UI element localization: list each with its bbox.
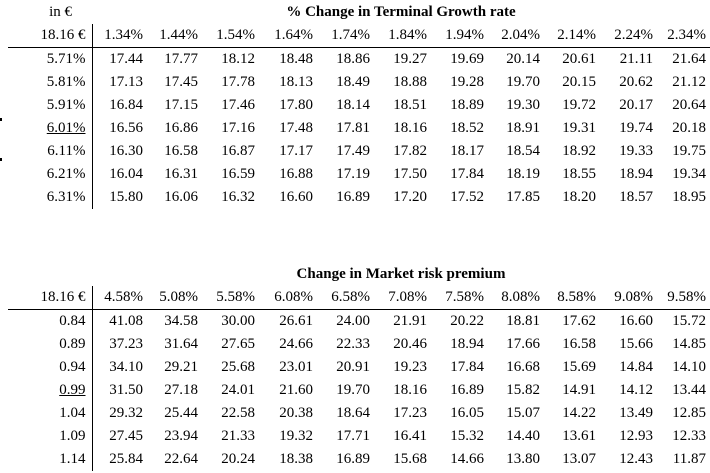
value-cell: 15.07 xyxy=(506,405,540,421)
value-cell: 19.70 xyxy=(506,74,540,90)
table-row xyxy=(8,425,710,448)
value-cell: 23.94 xyxy=(164,428,198,444)
table-row xyxy=(8,379,710,402)
column-header: 2.24% xyxy=(600,24,657,48)
value-cell: 17.45 xyxy=(164,74,198,90)
value-cell: 41.08 xyxy=(109,313,143,329)
value-cell: 16.84 xyxy=(109,97,143,113)
value-cell: 17.82 xyxy=(393,143,427,159)
value-cell: 25.84 xyxy=(109,451,143,467)
value-cell: 21.64 xyxy=(672,51,706,67)
column-header: 5.58% xyxy=(202,286,259,310)
value-cell: 19.31 xyxy=(562,120,596,136)
value-cell: 11.87 xyxy=(672,451,706,467)
value-cell: 12.33 xyxy=(672,428,706,444)
value-cell: 19.70 xyxy=(336,382,370,398)
value-cell: 18.57 xyxy=(619,189,653,205)
value-cell: 17.71 xyxy=(336,428,370,444)
column-header: 6.58% xyxy=(317,286,374,310)
value-cell: 14.85 xyxy=(672,336,706,352)
column-header: 9.58% xyxy=(657,286,710,310)
value-cell: 17.62 xyxy=(562,313,596,329)
row-header xyxy=(8,71,92,94)
value-cell: 16.04 xyxy=(109,166,143,182)
value-cell: 20.38 xyxy=(279,405,313,421)
value-cell: 18.94 xyxy=(450,336,484,352)
value-cell: 14.84 xyxy=(619,359,653,375)
value-cell: 13.49 xyxy=(619,405,653,421)
value-cell: 17.84 xyxy=(450,359,484,375)
value-cell: 16.88 xyxy=(279,166,313,182)
value-cell: 17.15 xyxy=(164,97,198,113)
value-cell: 12.43 xyxy=(619,451,653,467)
value-cell: 27.45 xyxy=(109,428,143,444)
value-cell: 16.89 xyxy=(336,451,370,467)
value-cell: 21.60 xyxy=(279,382,313,398)
value-cell: 17.44 xyxy=(109,51,143,67)
table-row xyxy=(8,163,710,186)
value-cell: 20.24 xyxy=(221,451,255,467)
value-cell: 14.12 xyxy=(619,382,653,398)
row-header xyxy=(8,356,92,379)
value-cell: 16.60 xyxy=(279,189,313,205)
column-header: 1.84% xyxy=(374,24,431,48)
value-cell: 18.49 xyxy=(336,74,370,90)
row-header xyxy=(8,48,92,72)
value-cell: 15.68 xyxy=(393,451,427,467)
table-row xyxy=(8,71,710,94)
value-cell: 19.32 xyxy=(279,428,313,444)
row-header-label: 6.21% xyxy=(46,166,86,182)
column-header: 1.64% xyxy=(259,24,317,48)
value-cell: 17.78 xyxy=(221,74,255,90)
value-cell: 17.49 xyxy=(336,143,370,159)
unit-label: in € xyxy=(49,4,72,20)
value-cell: 37.23 xyxy=(109,336,143,352)
table-title: Change in Market risk premium xyxy=(296,266,506,282)
value-cell: 17.50 xyxy=(393,166,427,182)
row-header xyxy=(8,140,92,163)
row-header-label: 5.81% xyxy=(46,74,86,90)
value-cell: 19.28 xyxy=(450,74,484,90)
value-cell: 18.54 xyxy=(506,143,540,159)
table-row xyxy=(8,333,710,356)
value-cell: 14.66 xyxy=(450,451,484,467)
row-header-label: 5.91% xyxy=(46,97,86,113)
value-cell: 21.12 xyxy=(672,74,706,90)
value-cell: 20.46 xyxy=(393,336,427,352)
row-header xyxy=(8,186,92,209)
row-header xyxy=(8,94,92,117)
value-cell: 18.92 xyxy=(562,143,596,159)
row-header-label: 0.89 xyxy=(59,336,86,352)
value-cell: 12.93 xyxy=(619,428,653,444)
row-header xyxy=(8,310,92,334)
value-cell: 18.16 xyxy=(393,382,427,398)
value-cell: 18.95 xyxy=(672,189,706,205)
column-header-row xyxy=(8,286,710,310)
column-header: 7.08% xyxy=(374,286,431,310)
value-cell: 22.58 xyxy=(221,405,255,421)
table-row xyxy=(8,94,710,117)
table-row xyxy=(8,402,710,425)
value-cell: 19.75 xyxy=(672,143,706,159)
value-cell: 17.13 xyxy=(109,74,143,90)
value-cell: 17.77 xyxy=(164,51,198,67)
value-cell: 25.68 xyxy=(221,359,255,375)
value-cell: 15.80 xyxy=(109,189,143,205)
value-cell: 16.60 xyxy=(619,313,653,329)
row-header xyxy=(8,402,92,425)
value-cell: 31.50 xyxy=(109,382,143,398)
row-header-label: 6.31% xyxy=(46,189,86,205)
table-row xyxy=(8,356,710,379)
value-cell: 18.51 xyxy=(393,97,427,113)
value-cell: 18.91 xyxy=(506,120,540,136)
value-cell: 18.55 xyxy=(562,166,596,182)
table-row xyxy=(8,117,710,140)
column-header: 1.34% xyxy=(92,24,147,48)
value-cell: 16.59 xyxy=(221,166,255,182)
value-cell: 17.46 xyxy=(221,97,255,113)
row-header-label: 0.94 xyxy=(59,359,86,375)
value-cell: 18.14 xyxy=(336,97,370,113)
row-header-label: 6.11% xyxy=(47,143,86,159)
value-cell: 19.74 xyxy=(619,120,653,136)
value-cell: 22.64 xyxy=(164,451,198,467)
value-cell: 15.72 xyxy=(672,313,706,329)
value-cell: 16.56 xyxy=(109,120,143,136)
value-cell: 20.18 xyxy=(672,120,706,136)
left-edge-mark xyxy=(0,118,2,121)
table-row xyxy=(8,48,710,72)
value-cell: 16.86 xyxy=(164,120,198,136)
value-cell: 29.21 xyxy=(164,359,198,375)
value-cell: 21.33 xyxy=(221,428,255,444)
value-cell: 17.19 xyxy=(336,166,370,182)
column-header: 2.04% xyxy=(488,24,544,48)
column-header: 2.34% xyxy=(657,24,710,48)
table-title: % Change in Terminal Growth rate xyxy=(286,4,516,20)
value-cell: 20.91 xyxy=(336,359,370,375)
column-header: 8.08% xyxy=(488,286,544,310)
value-cell: 18.13 xyxy=(279,74,313,90)
value-cell: 19.27 xyxy=(393,51,427,67)
value-cell: 14.40 xyxy=(506,428,540,444)
value-cell: 18.38 xyxy=(279,451,313,467)
corner-value: 18.16 € xyxy=(8,286,92,310)
left-edge-mark xyxy=(0,158,2,161)
value-cell: 15.69 xyxy=(562,359,596,375)
value-cell: 14.91 xyxy=(562,382,596,398)
value-cell: 16.05 xyxy=(450,405,484,421)
value-cell: 17.52 xyxy=(450,189,484,205)
value-cell: 14.10 xyxy=(672,359,706,375)
row-header xyxy=(8,448,92,471)
column-header: 6.08% xyxy=(259,286,317,310)
column-header: 1.54% xyxy=(202,24,259,48)
value-cell: 16.30 xyxy=(109,143,143,159)
value-cell: 16.89 xyxy=(336,189,370,205)
value-cell: 20.62 xyxy=(619,74,653,90)
column-header-row xyxy=(8,24,710,48)
value-cell: 18.16 xyxy=(393,120,427,136)
row-header-label: 1.09 xyxy=(59,428,86,444)
value-cell: 19.30 xyxy=(506,97,540,113)
row-header-label: 5.71% xyxy=(46,51,86,67)
value-cell: 17.48 xyxy=(279,120,313,136)
terminal-growth-sensitivity-table xyxy=(8,1,710,209)
value-cell: 16.41 xyxy=(393,428,427,444)
value-cell: 19.34 xyxy=(672,166,706,182)
value-cell: 13.07 xyxy=(562,451,596,467)
value-cell: 18.20 xyxy=(562,189,596,205)
value-cell: 17.81 xyxy=(336,120,370,136)
value-cell: 20.14 xyxy=(506,51,540,67)
value-cell: 17.80 xyxy=(279,97,313,113)
value-cell: 16.68 xyxy=(506,359,540,375)
value-cell: 16.58 xyxy=(164,143,198,159)
value-cell: 18.64 xyxy=(336,405,370,421)
value-cell: 25.44 xyxy=(164,405,198,421)
value-cell: 15.66 xyxy=(619,336,653,352)
value-cell: 17.16 xyxy=(221,120,255,136)
corner-value: 18.16 € xyxy=(8,24,92,48)
column-header: 4.58% xyxy=(92,286,147,310)
value-cell: 17.20 xyxy=(393,189,427,205)
value-cell: 18.19 xyxy=(506,166,540,182)
table-body xyxy=(8,48,710,210)
value-cell: 27.65 xyxy=(221,336,255,352)
value-cell: 18.81 xyxy=(506,313,540,329)
column-header: 1.74% xyxy=(317,24,374,48)
value-cell: 18.48 xyxy=(279,51,313,67)
value-cell: 16.89 xyxy=(450,382,484,398)
column-header: 8.58% xyxy=(544,286,600,310)
row-header xyxy=(8,163,92,186)
table-row xyxy=(8,448,710,471)
value-cell: 19.23 xyxy=(393,359,427,375)
value-cell: 17.85 xyxy=(506,189,540,205)
value-cell: 17.66 xyxy=(506,336,540,352)
value-cell: 18.94 xyxy=(619,166,653,182)
value-cell: 18.89 xyxy=(450,97,484,113)
value-cell: 20.15 xyxy=(562,74,596,90)
value-cell: 14.22 xyxy=(562,405,596,421)
value-cell: 34.58 xyxy=(164,313,198,329)
value-cell: 15.82 xyxy=(506,382,540,398)
value-cell: 18.52 xyxy=(450,120,484,136)
value-cell: 16.06 xyxy=(164,189,198,205)
value-cell: 24.66 xyxy=(279,336,313,352)
value-cell: 29.32 xyxy=(109,405,143,421)
table-body xyxy=(8,310,710,472)
value-cell: 24.01 xyxy=(221,382,255,398)
row-header-label: 1.04 xyxy=(59,405,86,421)
row-header xyxy=(8,425,92,448)
value-cell: 16.32 xyxy=(221,189,255,205)
row-header-label: 6.01% xyxy=(46,120,86,136)
empty-cell xyxy=(8,263,92,286)
value-cell: 19.33 xyxy=(619,143,653,159)
value-cell: 26.61 xyxy=(279,313,313,329)
value-cell: 22.33 xyxy=(336,336,370,352)
value-cell: 19.69 xyxy=(450,51,484,67)
value-cell: 18.12 xyxy=(221,51,255,67)
column-header: 9.08% xyxy=(600,286,657,310)
value-cell: 13.80 xyxy=(506,451,540,467)
value-cell: 21.11 xyxy=(619,51,653,67)
value-cell: 18.86 xyxy=(336,51,370,67)
value-cell: 24.00 xyxy=(336,313,370,329)
value-cell: 20.22 xyxy=(450,313,484,329)
value-cell: 27.18 xyxy=(164,382,198,398)
value-cell: 19.72 xyxy=(562,97,596,113)
column-header: 5.08% xyxy=(147,286,202,310)
row-header-label: 0.84 xyxy=(59,313,86,329)
value-cell: 18.17 xyxy=(450,143,484,159)
market-risk-premium-sensitivity-table xyxy=(8,263,710,471)
value-cell: 16.58 xyxy=(562,336,596,352)
row-header-label: 0.99 xyxy=(59,382,86,398)
value-cell: 20.64 xyxy=(672,97,706,113)
value-cell: 34.10 xyxy=(109,359,143,375)
table-row xyxy=(8,140,710,163)
value-cell: 16.87 xyxy=(221,143,255,159)
value-cell: 17.84 xyxy=(450,166,484,182)
value-cell: 18.88 xyxy=(393,74,427,90)
value-cell: 13.61 xyxy=(562,428,596,444)
row-header xyxy=(8,117,92,140)
column-header: 1.94% xyxy=(431,24,488,48)
value-cell: 13.44 xyxy=(672,382,706,398)
value-cell: 31.64 xyxy=(164,336,198,352)
value-cell: 12.85 xyxy=(672,405,706,421)
column-header: 7.58% xyxy=(431,286,488,310)
value-cell: 15.32 xyxy=(450,428,484,444)
row-header xyxy=(8,379,92,402)
row-header-label: 1.14 xyxy=(59,451,86,467)
value-cell: 21.91 xyxy=(393,313,427,329)
table-row xyxy=(8,186,710,209)
column-header: 1.44% xyxy=(147,24,202,48)
value-cell: 17.23 xyxy=(393,405,427,421)
value-cell: 17.17 xyxy=(279,143,313,159)
column-header: 2.14% xyxy=(544,24,600,48)
value-cell: 16.31 xyxy=(164,166,198,182)
table-row xyxy=(8,310,710,334)
row-header xyxy=(8,333,92,356)
value-cell: 20.17 xyxy=(619,97,653,113)
value-cell: 30.00 xyxy=(221,313,255,329)
value-cell: 23.01 xyxy=(279,359,313,375)
value-cell: 20.61 xyxy=(562,51,596,67)
